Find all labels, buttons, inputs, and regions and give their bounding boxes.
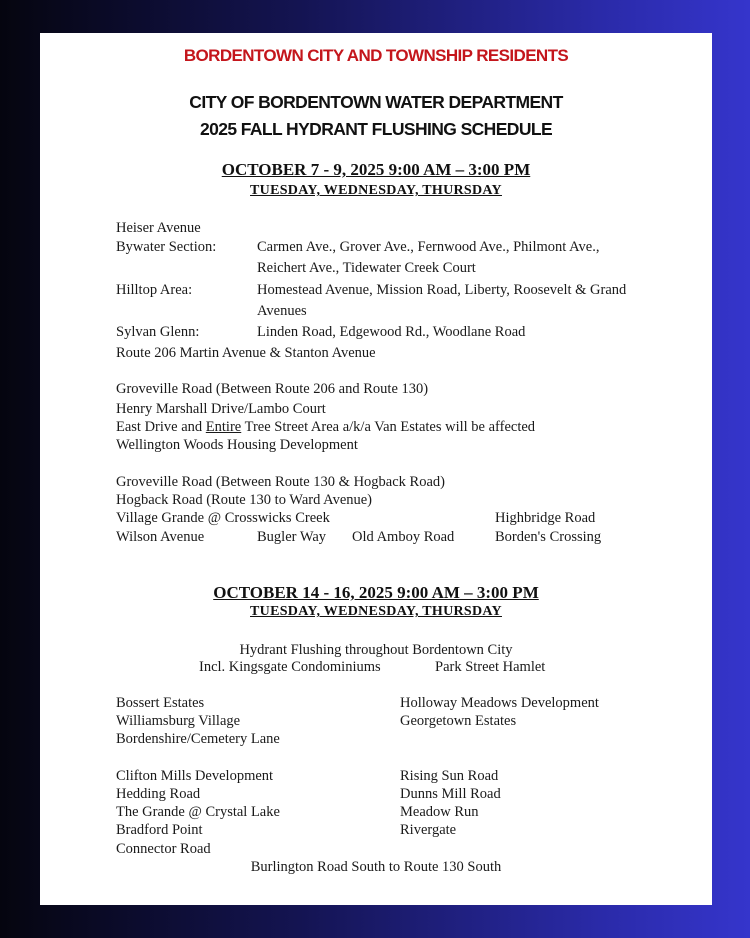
area-label: Hilltop Area: <box>116 282 193 298</box>
area-label: Sylvan Glenn: <box>116 324 200 340</box>
emphasis: Entire <box>205 419 242 435</box>
street-line: Heiser Avenue <box>116 220 201 236</box>
street-line: Highbridge Road <box>495 510 596 526</box>
street-line: Carmen Ave., Grover Ave., Fernwood Ave., Philmont Ave., <box>257 239 600 255</box>
street-line: Georgetown Estates <box>400 713 517 729</box>
department-title: CITY OF BORDENTOWN WATER DEPARTMENT <box>189 92 563 112</box>
flyer-page <box>40 33 712 905</box>
street-line: Bugler Way <box>257 529 327 545</box>
street-line: Groveville Road (Between Route 206 and Route 130) <box>116 381 429 397</box>
street-line: Holloway Meadows Development <box>400 695 599 711</box>
street-line: Wellington Woods Housing Development <box>116 437 358 453</box>
street-line: Bordenshire/Cemetery Lane <box>116 731 280 747</box>
street-line: Linden Road, Edgewood Rd., Woodlane Road <box>257 324 526 340</box>
street-line: Burlington Road South to Route 130 South <box>250 859 502 875</box>
street-line: Homestead Avenue, Mission Road, Liberty, Roosevelt & Grand <box>257 282 627 298</box>
text: Tree Street Area a/k/a Van Estates will be affected <box>241 419 536 435</box>
session2-dates: OCTOBER 14 - 16, 2025 9:00 AM – 3:00 PM <box>213 583 539 602</box>
residents-title: BORDENTOWN CITY AND TOWNSHIP RESIDENTS <box>183 46 569 65</box>
street-line: Avenues <box>257 303 307 319</box>
street-line: Wilson Avenue <box>116 529 205 545</box>
schedule-title: 2025 FALL HYDRANT FLUSHING SCHEDULE <box>199 119 553 139</box>
street-line: Borden's Crossing <box>495 529 602 545</box>
street-line: Park Street Hamlet <box>435 659 546 675</box>
street-line: The Grande @ Crystal Lake <box>116 804 280 820</box>
street-line: Village Grande @ Crosswicks Creek <box>116 510 330 526</box>
street-line: Bradford Point <box>116 822 203 838</box>
street-line: Henry Marshall Drive/Lambo Court <box>116 401 326 417</box>
street-line: Hedding Road <box>116 786 201 802</box>
street-line: Reichert Ave., Tidewater Creek Court <box>257 260 476 276</box>
street-line: Meadow Run <box>400 804 479 820</box>
session1-dates: OCTOBER 7 - 9, 2025 9:00 AM – 3:00 PM <box>221 160 531 179</box>
street-line: Bossert Estates <box>116 695 205 711</box>
session1-days: TUESDAY, WEDNESDAY, THURSDAY <box>250 183 502 198</box>
street-line: Dunns Mill Road <box>400 786 501 802</box>
street-line: Rivergate <box>400 822 457 838</box>
area-label: Bywater Section: <box>116 239 217 255</box>
session2-days: TUESDAY, WEDNESDAY, THURSDAY <box>250 604 502 619</box>
street-line: Connector Road <box>116 841 211 857</box>
street-line: Route 206 Martin Avenue & Stanton Avenue <box>116 345 376 361</box>
street-line: Old Amboy Road <box>352 529 455 545</box>
text: East Drive and <box>116 419 206 435</box>
street-line: Groveville Road (Between Route 130 & Hogback Road) <box>116 474 445 490</box>
street-line: Clifton Mills Development <box>116 768 274 784</box>
street-line: Hydrant Flushing throughout Bordentown City <box>239 642 513 658</box>
street-line: Incl. Kingsgate Condominiums <box>199 659 381 675</box>
street-line: Hogback Road (Route 130 to Ward Avenue) <box>116 492 373 508</box>
street-line: Rising Sun Road <box>400 768 499 784</box>
street-line <box>116 418 535 436</box>
street-line: Williamsburg Village <box>116 713 241 729</box>
